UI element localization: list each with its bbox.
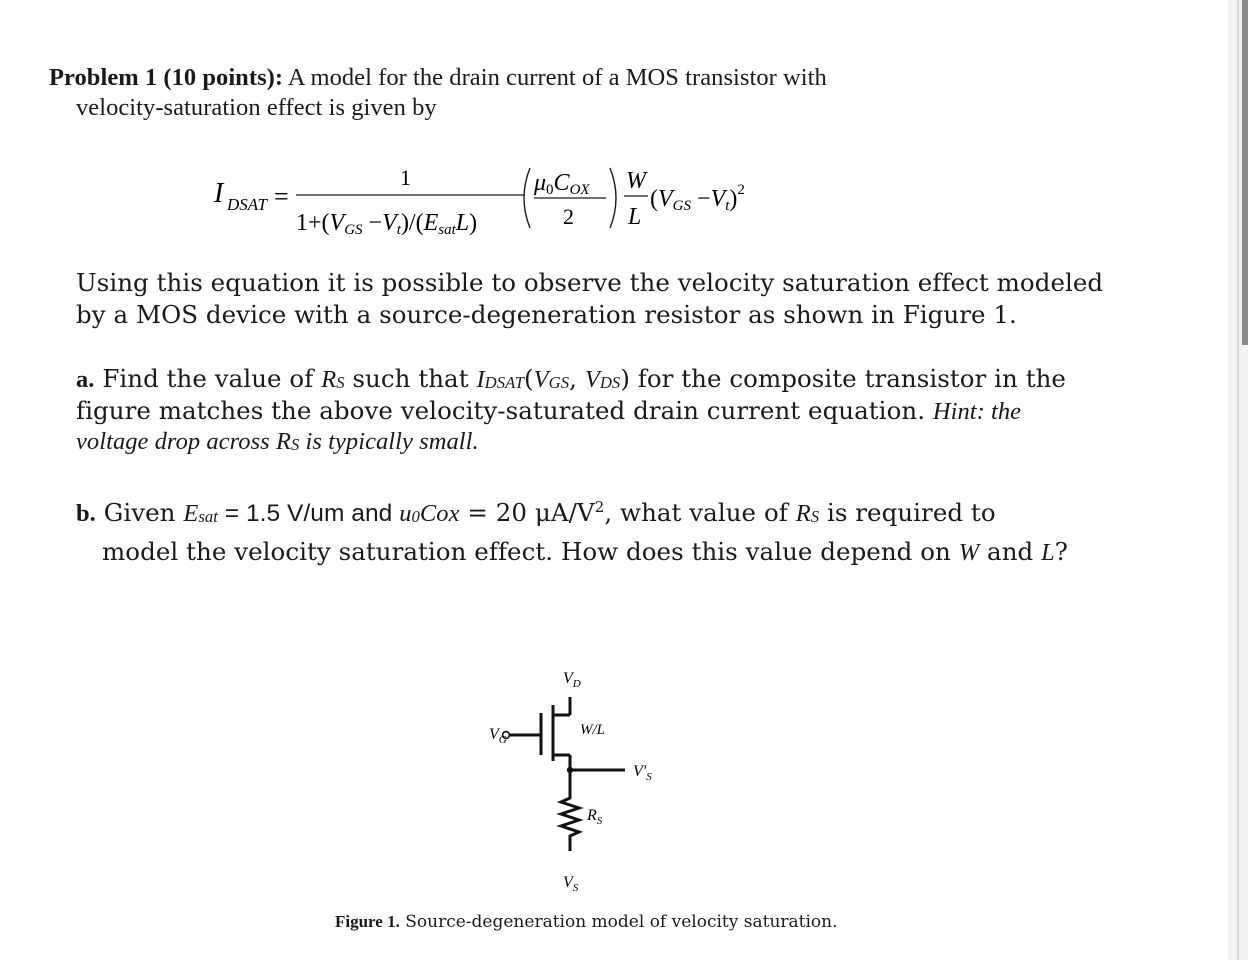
part-a-hint-2a: voltage drop across: [76, 428, 276, 455]
part-a-hint-rs-r: R: [275, 428, 291, 455]
part-a-label: a.: [76, 366, 95, 393]
label-wl: W/L: [580, 722, 606, 738]
part-b-text-3: = 20 μA/V: [459, 498, 595, 528]
eq-lhs-sub: DSAT: [227, 195, 267, 214]
caption-label: Figure 1.: [335, 912, 400, 931]
eq-l: L: [628, 204, 642, 230]
problem-intro-line-1: [49, 62, 827, 92]
part-b-u-sub: 0: [411, 506, 420, 526]
nmos-transistor: [509, 697, 625, 792]
eq-right-paren: [610, 168, 616, 228]
part-a-text-2: such that: [344, 364, 477, 393]
part-b-question: ?: [1054, 537, 1068, 566]
part-a-line-1: [76, 364, 1066, 394]
caption-text: Source-degeneration model of velocity saturation.: [399, 912, 838, 932]
part-a-line-2: [76, 396, 1021, 426]
part-b-sup: 2: [594, 498, 605, 516]
eq-numerator: 1: [400, 165, 411, 190]
part-b-label: b.: [76, 500, 96, 528]
part-b-text-2: = 1.5 V/um and: [217, 500, 400, 528]
part-a-text-4: ,: [569, 364, 585, 393]
part-a-rs-r: R: [321, 366, 337, 393]
part-a-vds-sub: DS: [599, 372, 621, 392]
part-a-vgs-v: V: [533, 366, 549, 393]
eq-left-paren: [524, 168, 530, 228]
part-a-idsat-i: I: [476, 366, 485, 393]
part-a-rs-s: S: [336, 372, 345, 392]
source-node: [567, 767, 573, 773]
part-b-and: and: [979, 537, 1042, 566]
label-vg: $V_G$: [489, 726, 507, 746]
part-b-text-line-2: model the velocity saturation effect. How does this value depend on: [102, 537, 959, 566]
body-paragraph-line-1: Using this equation it is possible to observe the velocity saturation effect modeled: [76, 268, 1104, 297]
label-vprime-s: $V'_S$: [633, 763, 652, 783]
part-a-text-5: ) for the composite transistor in the: [620, 364, 1066, 393]
scrollbar-track[interactable]: [1237, 0, 1239, 960]
part-b-u: u: [399, 500, 412, 528]
figure-1-schematic: [475, 655, 680, 905]
eq-lhs-i: I: [214, 178, 224, 209]
part-a-hint-2b: is typically small.: [299, 428, 479, 455]
problem-intro-line-2: velocity-saturation effect is given by: [76, 94, 437, 121]
eq-mobility-numerator: μ0COX: [534, 170, 590, 198]
eq-w: W: [626, 168, 646, 194]
eq-equals: =: [274, 182, 289, 211]
part-a-vds-v: V: [584, 366, 600, 393]
problem-intro-text-1: A model for the drain current of a MOS transistor with: [283, 64, 827, 91]
part-b-l: L: [1041, 539, 1055, 566]
part-b-rs-r: R: [795, 500, 811, 528]
part-b-line-2: [102, 537, 1068, 567]
part-b-esat-sub: sat: [198, 506, 218, 526]
label-vd: $V_D$: [563, 670, 581, 690]
part-a-idsat-sub: DSAT: [484, 372, 525, 392]
label-rs: $R_S$: [587, 807, 603, 827]
scrollbar-thumb[interactable]: [1242, 0, 1248, 345]
figure-1-caption: [335, 912, 838, 932]
drain-current-equation: [212, 160, 792, 240]
part-a-text-1: Find the value of: [94, 364, 322, 393]
part-b-text-5: is required to: [819, 498, 996, 528]
part-a-hint-1: Hint: the: [932, 398, 1022, 425]
part-b-line-1: [76, 498, 996, 528]
part-b-rs-s: S: [810, 506, 820, 526]
vertical-scrollbar[interactable]: [1228, 0, 1248, 960]
part-a-vgs-sub: GS: [548, 372, 570, 392]
rs-resistor: [561, 792, 579, 851]
part-b-text-1: Given: [95, 498, 184, 528]
part-b-text-4: , what value of: [604, 498, 796, 528]
part-b-esat-e: E: [183, 500, 199, 528]
eq-overdrive: (VGS −Vt)$^2$: [650, 182, 745, 214]
eq-mobility-denominator: 2: [563, 204, 574, 229]
part-b-cox: Cox: [419, 500, 460, 528]
problem-heading: Problem 1 (10 points):: [49, 64, 284, 91]
body-paragraph-line-2: by a MOS device with a source-degeneration resistor as shown in Figure 1.: [76, 300, 1017, 329]
label-vs: $V_S$: [563, 874, 579, 894]
eq-denominator: 1+(VGS −Vt)/(EsatL): [296, 210, 478, 238]
part-a-hint-rs-s: S: [290, 434, 300, 454]
part-b-w: W: [958, 539, 980, 566]
part-a-text-line-2: figure matches the above velocity-saturated drain current equation.: [76, 396, 933, 425]
part-a-line-3: [76, 428, 479, 456]
part-a-text-3: (: [524, 364, 534, 393]
